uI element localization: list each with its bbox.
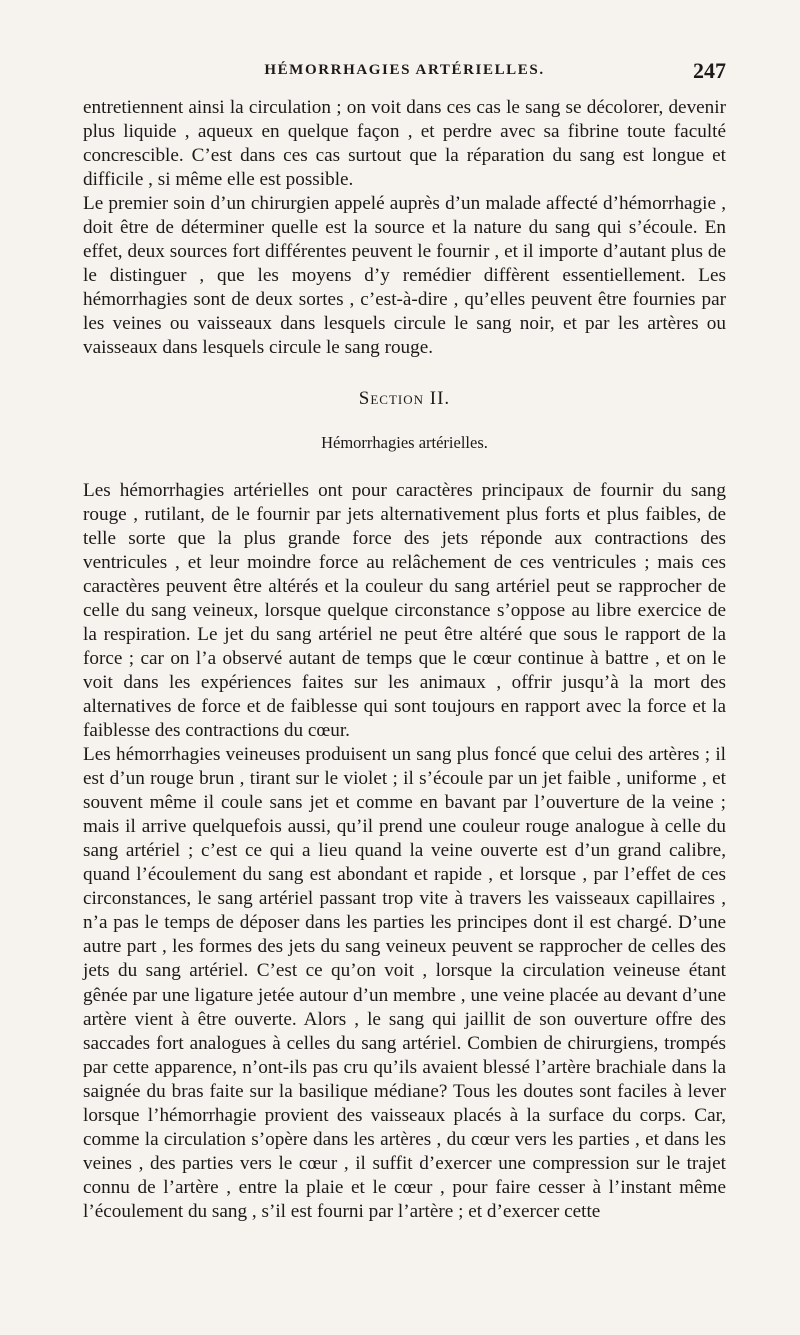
section-heading: Section II. bbox=[358, 387, 451, 409]
running-title: HÉMORRHAGIES ARTÉRIELLES. bbox=[264, 62, 545, 78]
paragraph-surgeon-first-care: Le premier soin d’un chirurgien appelé auprès d’un malade affecté d’hémorrhagie , doit être de déterminer quelle est la source et la nature du sang qui s’écoule. En effet, deux sources fort différentes peuvent le fournir , et il importe d’autant plus de le distinguer , que les moyens d’y remédier diffèrent essentiellement. Les hémorrhagies sont de deux sortes , c’est-à-dire , qu’elles peuvent être fournies par les veines ou vaisseaux dans lesquels circule le sang noir, et par les artères ou vaisseaux dans lesquels circule le sang rouge. bbox=[83, 193, 726, 359]
page-number: 247 bbox=[693, 58, 726, 83]
paragraph-venous-hemorrhages: Les hémorrhagies veineuses produisent un sang plus foncé que celui des artères ; il est d’un rouge brun , tirant sur le violet ; il s’écoule par un jet faible , uniforme , et souvent même il coule sans jet et comme en bavant par l’ouverture de la veine ; mais il arrive quelquefois aussi, qu’il prend une couleur rouge analogue à celle du sang artériel ; c’est ce qui a lieu quand la veine ouverte est d’un grand calibre, quand l’écoulement du sang est abondant et rapide , et lorsque , par l’effet de ces circonstances, le sang artériel passant trop vite à travers les vaisseaux capillaires , n’a pas le temps de déposer dans les parties les principes dont il est chargé. D’une autre part , les formes des jets du sang veineux peuvent se rapprocher de celles des jets du sang artériel. C’est ce qu’on voit , lorsque la circulation veineuse étant gênée par une ligature jetée autour d’un membre , une veine placée au devant d’une artère vient à être ouverte. Alors , le sang qui jaillit de son ouverture offre des saccades fort analogues à celles du sang artériel. Combien de chirurgiens, trompés par cette apparence, n’ont-ils pas cru qu’ils avaient blessé l’artère brachiale dans la saignée du bras faite sur la basilique médiane? Tous les doutes sont faciles à lever lorsque l’hémorrhagie provient des vaisseaux placés à la surface du corps. Car, comme la circulation s’opère dans les artères , du cœur vers les parties , et dans les veines , des parties vers le cœur , il suffit d’exercer une compression sur le trajet connu de l’artère , entre la plaie et le cœur , pour faire cesser à l’instant même l’écoulement du sang , s’il est fourni par l’artère ; et d’exercer cette bbox=[83, 744, 726, 1222]
paragraph-arterial-hemorrhages: Les hémorrhagies artérielles ont pour caractères principaux de fournir du sang rouge , rutilant, de le fournir par jets alternativement plus forts et plus faibles, de telle sorte que la plus grande force des jets réponde aux contractions des ventricules , et leur moindre force au relâchement de ces ventricules ; mais ces caractères peuvent être altérés et la couleur du sang artériel peut se rapprocher de celle du sang veineux, lorsque quelque circonstance s’oppose au libre exercice de la respiration. Le jet du sang artériel ne peut être altéré que sous le rapport de la force ; car on l’a observé autant de temps que le cœur continue à battre , et on le voit dans les expériences faites sur les animaux , offrir jusqu’à la mort des alternatives de force et de faiblesse qui sont toujours en rapport avec la force et la faiblesse des contractions du cœur. bbox=[83, 479, 726, 741]
section-subtitle: Hémorrhagies artérielles. bbox=[321, 432, 488, 452]
paragraph-continuation: entretiennent ainsi la circulation ; on voit dans ces cas le sang se décolorer, devenir plus liquide , aqueux en quelque façon , et perdre avec sa fibrine toute faculté concrescible. C’est dans ces cas surtout que la réparation du sang est longue et difficile , si même elle est possible. bbox=[83, 97, 726, 191]
running-header bbox=[83, 52, 726, 82]
